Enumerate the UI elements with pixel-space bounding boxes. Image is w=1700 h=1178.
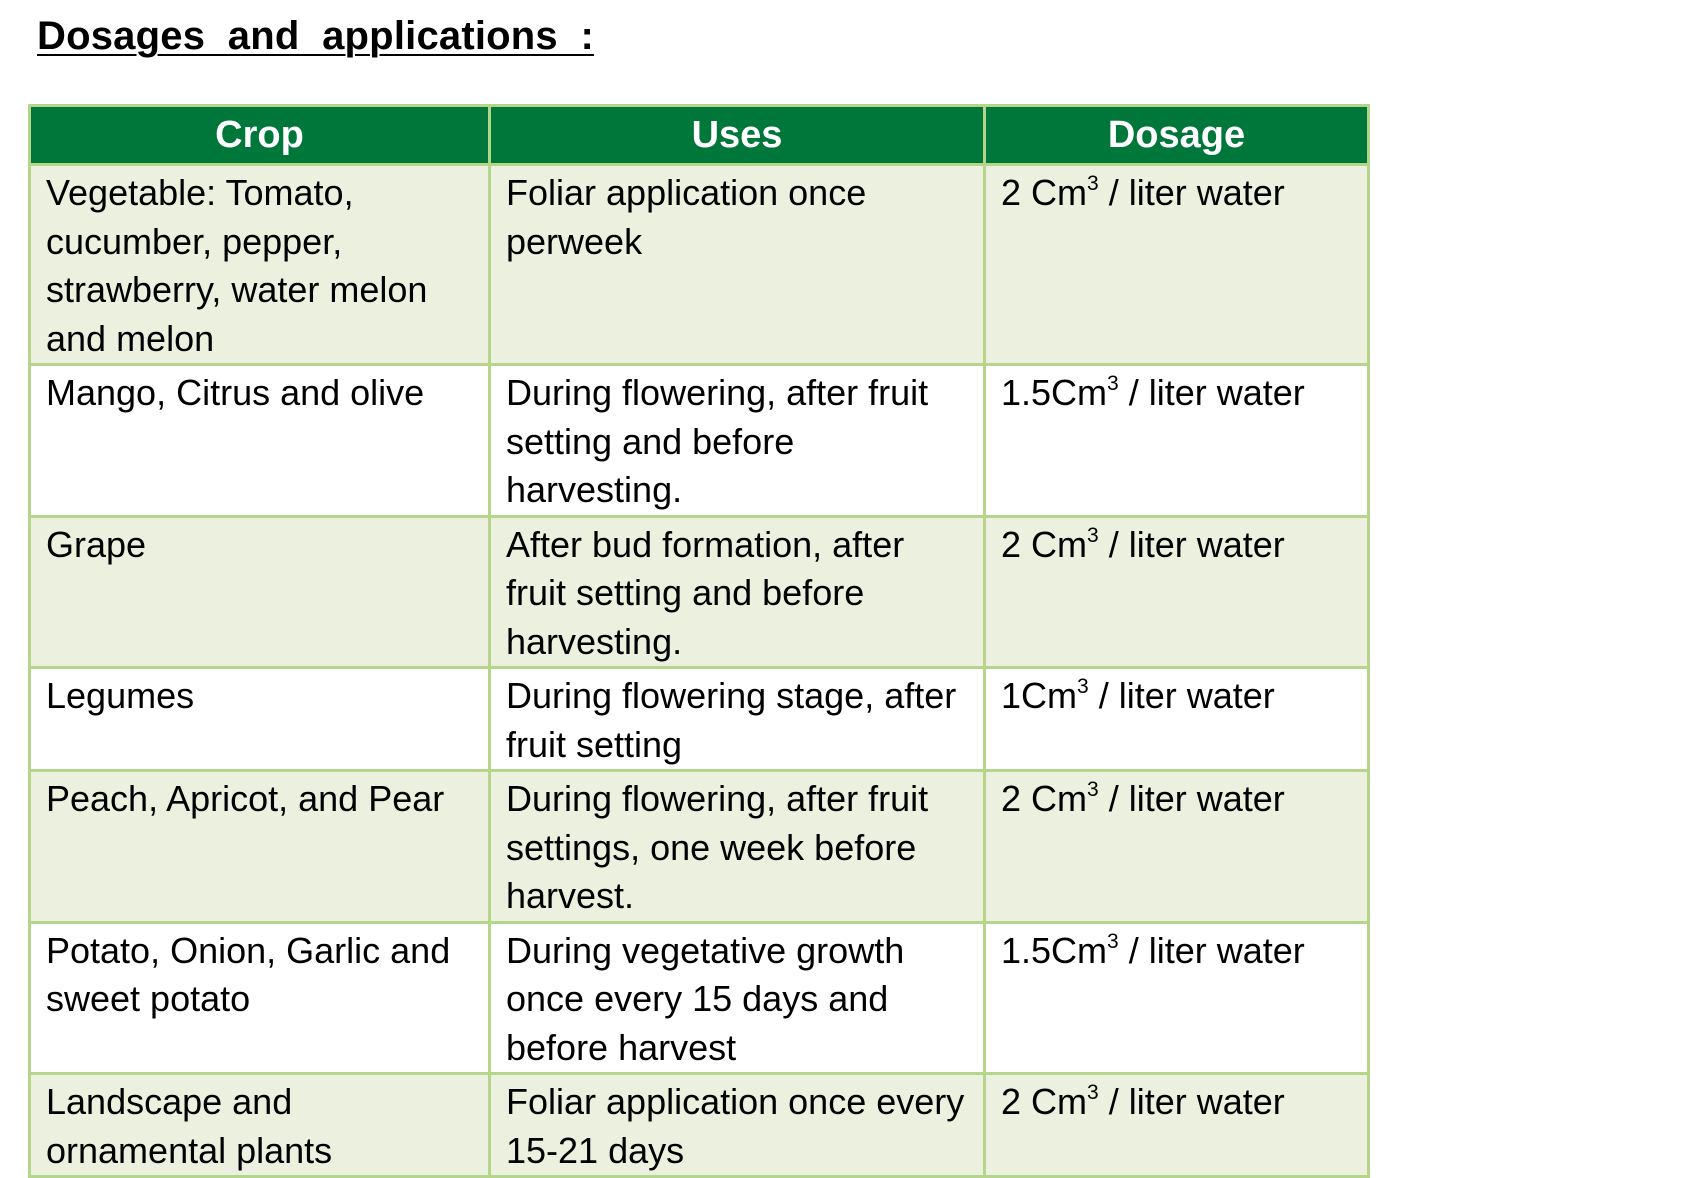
- dosage-cell: [985, 1074, 1369, 1177]
- table-row: [30, 922, 1369, 1074]
- dosage-unit: / liter water: [1098, 1081, 1285, 1122]
- dosage-table: [28, 104, 1370, 1178]
- table-row: [30, 365, 1369, 517]
- dosage-unit: / liter water: [1088, 675, 1275, 716]
- dosage-unit: / liter water: [1118, 929, 1305, 971]
- dosage-cell: [985, 668, 1369, 771]
- page-title: Dosages and applications :: [37, 14, 595, 58]
- table-header-row: [30, 106, 1369, 165]
- dosage-value: 1.5Cm: [1001, 372, 1108, 413]
- dosage-value: 2 Cm: [1001, 172, 1088, 213]
- crop-cell: Landscape and ornamental plants: [30, 1074, 490, 1177]
- table-row: [30, 668, 1369, 771]
- dosage-exponent: 3: [1087, 1081, 1099, 1104]
- table-row: [30, 516, 1369, 668]
- header-crop: Crop: [30, 106, 490, 165]
- dosage-value: 2 Cm: [1001, 778, 1088, 819]
- dosage-exponent: 3: [1087, 523, 1099, 547]
- dosage-cell: [985, 165, 1369, 365]
- header-uses: Uses: [490, 106, 985, 165]
- dosage-cell: [985, 365, 1369, 517]
- dosage-unit: / liter water: [1098, 778, 1285, 819]
- dosage-value: 2 Cm: [1001, 1081, 1088, 1122]
- uses-cell: After bud formation, after fruit setting and before harvesting.: [490, 516, 985, 668]
- uses-cell: Foliar application once every 15-21 days: [490, 1074, 985, 1177]
- uses-cell: Foliar application once perweek: [490, 165, 985, 365]
- uses-cell: During vegetative growth once every 15 days and before harvest: [490, 922, 985, 1074]
- dosage-cell: [985, 516, 1369, 668]
- dosage-value: 1Cm: [1001, 675, 1078, 716]
- uses-cell: During flowering stage, after fruit setting: [490, 668, 985, 771]
- crop-cell: Potato, Onion, Garlic and sweet potato: [30, 922, 490, 1074]
- dosage-exponent: 3: [1087, 778, 1099, 801]
- crop-cell: Vegetable: Tomato, cucumber, pepper, strawberry, water melon and melon: [30, 165, 490, 365]
- table-row: [30, 771, 1369, 923]
- uses-cell: During flowering, after fruit setting and before harvesting.: [490, 365, 985, 517]
- dosage-value: 1.5Cm: [1001, 929, 1108, 971]
- dosage-exponent: 3: [1107, 372, 1119, 395]
- uses-cell: During flowering, after fruit settings, one week before harvest.: [490, 771, 985, 923]
- dosage-cell: [985, 771, 1369, 923]
- dosage-cell: [985, 922, 1369, 1074]
- dosage-unit: / liter water: [1098, 523, 1285, 565]
- header-dosage: Dosage: [985, 106, 1369, 165]
- dosage-unit: / liter water: [1118, 372, 1305, 413]
- crop-cell: Peach, Apricot, and Pear: [30, 771, 490, 923]
- table-row: [30, 1074, 1369, 1177]
- dosage-exponent: 3: [1107, 929, 1119, 953]
- crop-cell: Grape: [30, 516, 490, 668]
- dosage-value: 2 Cm: [1001, 523, 1088, 565]
- dosage-exponent: 3: [1087, 172, 1099, 195]
- crop-cell: Legumes: [30, 668, 490, 771]
- table-row: [30, 165, 1369, 365]
- dosage-exponent: 3: [1077, 675, 1089, 698]
- crop-cell: Mango, Citrus and olive: [30, 365, 490, 517]
- dosage-unit: / liter water: [1098, 172, 1285, 213]
